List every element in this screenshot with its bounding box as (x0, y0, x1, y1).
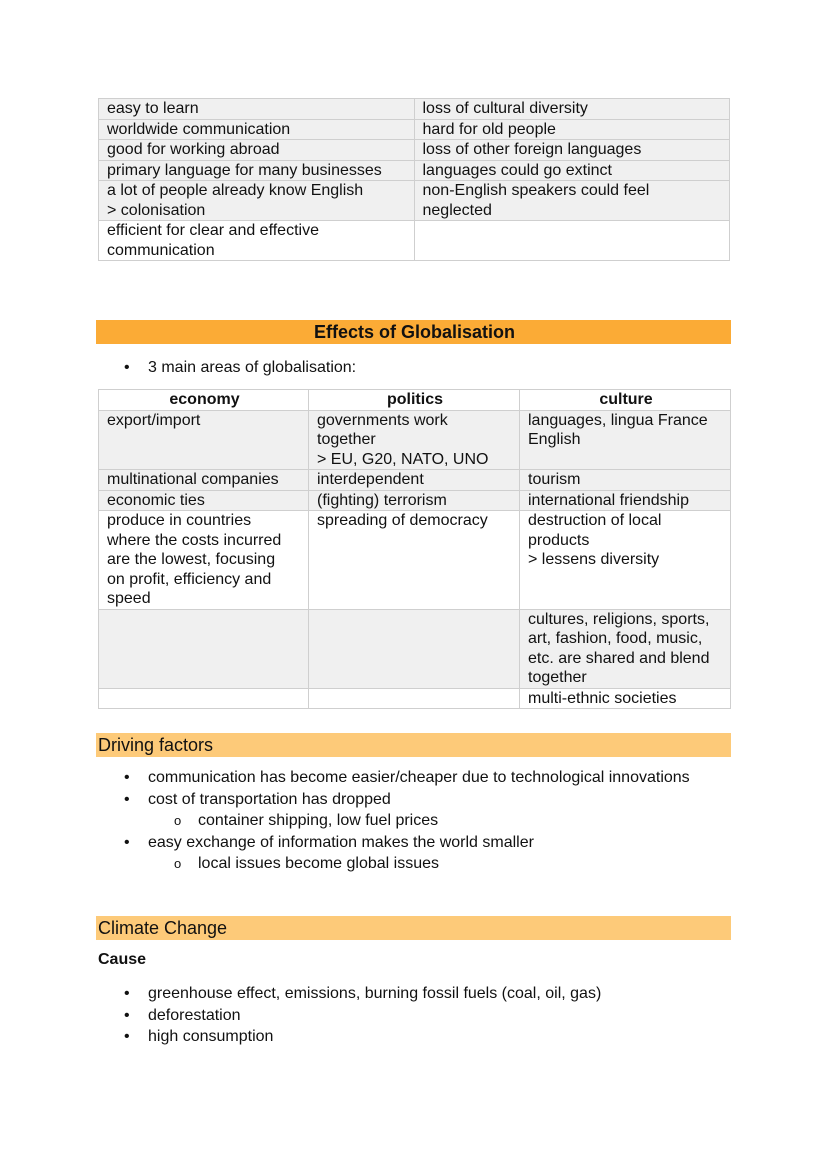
culture-cell: cultures, religions, sports, art, fashion, food, music, etc. are shared and blend together (520, 609, 731, 688)
culture-cell: destruction of local products > lessens diversity (520, 511, 731, 610)
table-row (99, 609, 731, 688)
disadvantage-cell: loss of cultural diversity (414, 99, 730, 120)
advantage-cell: a lot of people already know English > colonisation (99, 181, 415, 221)
globalisation-title: Effects of Globalisation (96, 320, 731, 344)
politics-cell: spreading of democracy (309, 511, 520, 610)
disadvantage-cell (414, 221, 730, 261)
climate-cause-list (98, 983, 601, 1048)
column-header-politics: politics (309, 390, 520, 411)
column-header-economy: economy (99, 390, 309, 411)
politics-cell (309, 688, 520, 709)
list-item: • 3 main areas of globalisation: (98, 357, 356, 379)
advantage-cell: good for working abroad (99, 140, 415, 161)
culture-cell: languages, lingua France English (520, 410, 731, 470)
politics-cell (309, 609, 520, 688)
driving-factors-list (98, 767, 690, 875)
economy-cell: multinational companies (99, 470, 309, 491)
list-item: • high consumption (98, 1026, 601, 1048)
list-item: • easy exchange of information makes the world smaller (98, 832, 690, 854)
list-item: o local issues become global issues (98, 853, 690, 875)
table-row (99, 119, 730, 140)
list-item: • communication has become easier/cheaper due to technological innovations (98, 767, 690, 789)
disadvantage-cell: loss of other foreign languages (414, 140, 730, 161)
table-row (99, 490, 731, 511)
disadvantage-cell: hard for old people (414, 119, 730, 140)
politics-cell: (fighting) terrorism (309, 490, 520, 511)
table-row (99, 99, 730, 120)
advantage-cell: primary language for many businesses (99, 160, 415, 181)
disadvantage-cell: languages could go extinct (414, 160, 730, 181)
economy-cell: export/import (99, 410, 309, 470)
politics-cell: governments work together > EU, G20, NATO, UNO (309, 410, 520, 470)
disadvantage-cell: non-English speakers could feel neglected (414, 181, 730, 221)
table-row (99, 160, 730, 181)
climate-change-heading: Climate Change (96, 916, 731, 940)
driving-factors-heading: Driving factors (96, 733, 731, 757)
cause-heading: Cause (98, 951, 147, 968)
table-row (99, 470, 731, 491)
economy-cell (99, 688, 309, 709)
advantage-cell: easy to learn (99, 99, 415, 120)
column-header-culture: culture (520, 390, 731, 411)
table-row (99, 511, 731, 610)
list-item: • deforestation (98, 1005, 601, 1027)
table-row (99, 140, 730, 161)
table-row (99, 181, 730, 221)
economy-cell: economic ties (99, 490, 309, 511)
economy-cell: produce in countries where the costs incurred are the lowest, focusing on profit, efficiency and speed (99, 511, 309, 610)
advantage-cell: worldwide communication (99, 119, 415, 140)
culture-cell: international friendship (520, 490, 731, 511)
table-row (99, 688, 731, 709)
list-item: • cost of transportation has dropped (98, 789, 690, 811)
politics-cell: interdependent (309, 470, 520, 491)
culture-cell: tourism (520, 470, 731, 491)
culture-cell: multi-ethnic societies (520, 688, 731, 709)
list-item: o container shipping, low fuel prices (98, 810, 690, 832)
globalisation-intro-list (98, 357, 356, 379)
pros-cons-table (98, 98, 730, 261)
economy-cell (99, 609, 309, 688)
globalisation-table (98, 389, 731, 709)
list-item: • greenhouse effect, emissions, burning fossil fuels (coal, oil, gas) (98, 983, 601, 1005)
table-row (99, 410, 731, 470)
table-row (99, 221, 730, 261)
advantage-cell: efficient for clear and effective communication (99, 221, 415, 261)
